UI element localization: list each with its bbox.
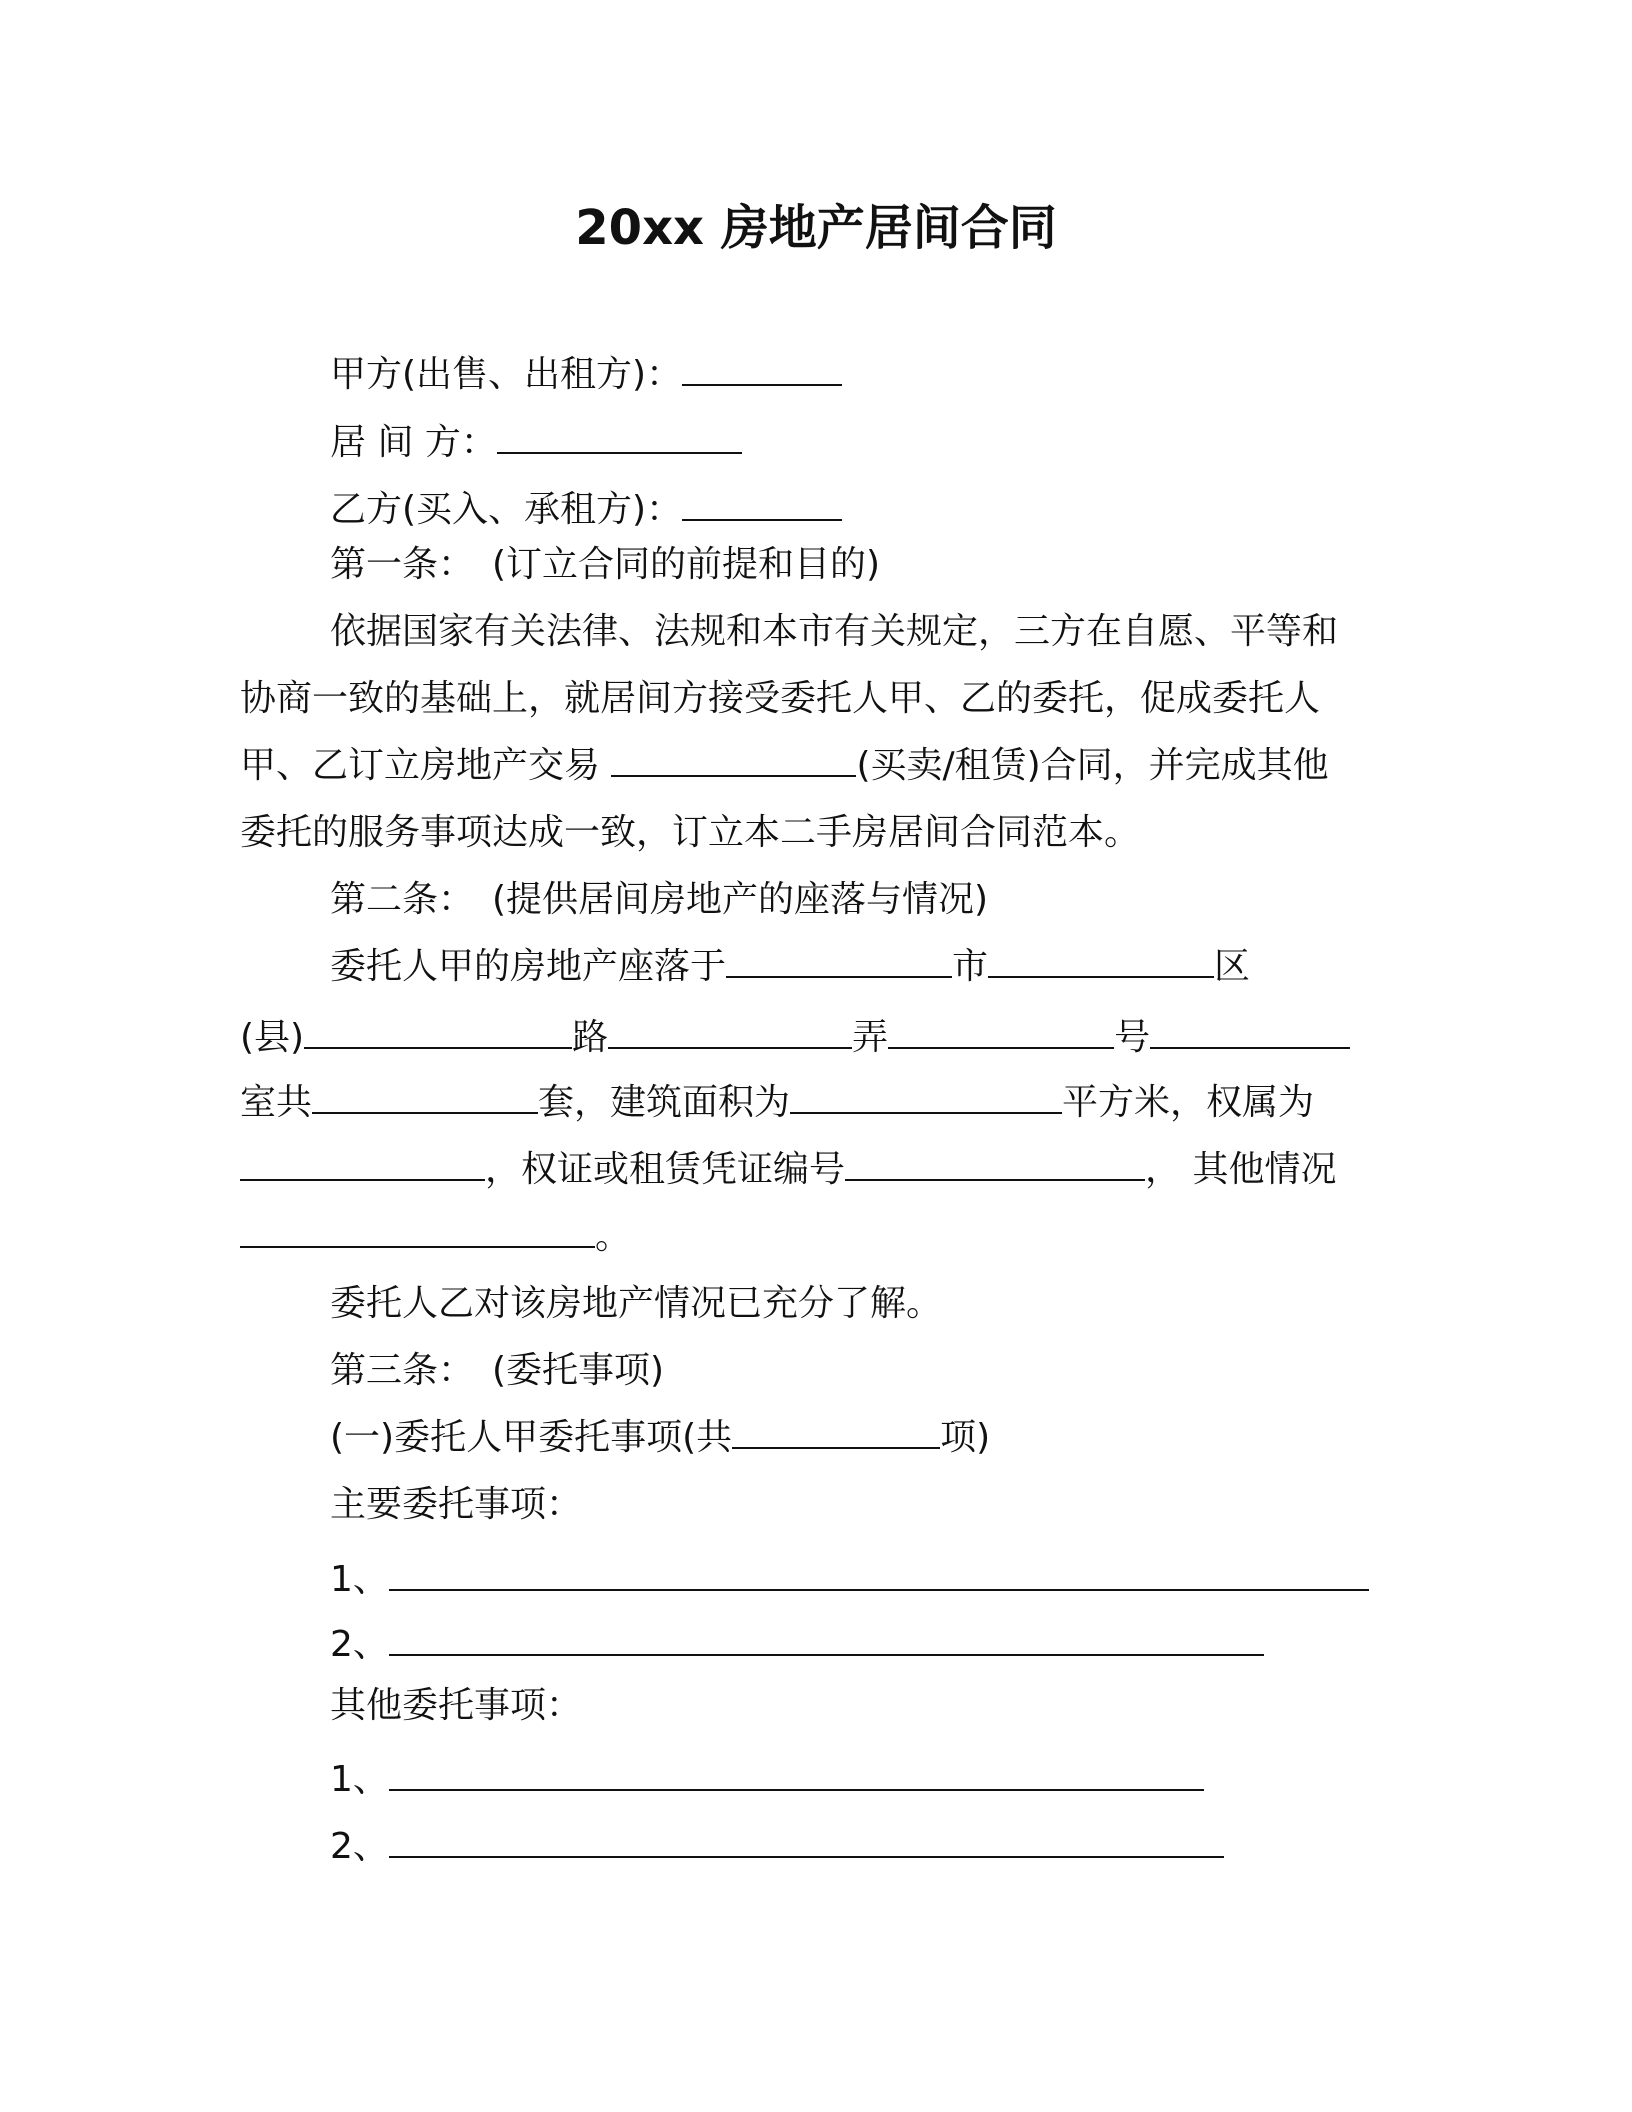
intermediary-line bbox=[330, 413, 742, 473]
other-commission-heading: 其他委托事项： bbox=[330, 1685, 583, 1726]
other-commission-item-2 bbox=[330, 1817, 1224, 1877]
party-b-acknowledgement: 委托人乙对该房地产情况已充分了解。 bbox=[330, 1283, 943, 1324]
article-1-paragraph-line-1: 依据国家有关法律、法规和本市有关规定，三方在自愿、平等和 bbox=[330, 611, 1339, 652]
property-location-line-1 bbox=[330, 937, 1250, 997]
room-blank[interactable] bbox=[1150, 1039, 1350, 1049]
other-item-2-number: 2、 bbox=[330, 1826, 389, 1867]
party-a-blank[interactable] bbox=[682, 376, 842, 386]
sentence-end-mark: 。 bbox=[595, 1216, 632, 1257]
road-label: 路 bbox=[572, 1017, 609, 1058]
room-total-label: 室共 bbox=[240, 1082, 313, 1123]
number-label: 号 bbox=[1114, 1017, 1151, 1058]
other-item-2-blank[interactable] bbox=[389, 1848, 1224, 1858]
property-area-line bbox=[240, 1073, 1314, 1133]
main-commission-item-1 bbox=[330, 1550, 1369, 1610]
main-commission-item-2 bbox=[330, 1615, 1264, 1675]
party-a-commission-line bbox=[330, 1408, 990, 1468]
article-2-heading: 第二条： (提供居间房地产的座落与情况) bbox=[330, 879, 989, 920]
area-blank[interactable] bbox=[790, 1104, 1062, 1114]
other-item-1-blank[interactable] bbox=[389, 1781, 1204, 1791]
article-3-heading: 第三条： (委托事项) bbox=[330, 1350, 665, 1391]
party-b-blank[interactable] bbox=[682, 511, 842, 521]
property-certificate-line bbox=[240, 1140, 1336, 1200]
article-1-paragraph-line-3 bbox=[240, 736, 1329, 796]
party-a-line bbox=[330, 345, 842, 405]
ownership-label: 平方米，权属为 bbox=[1062, 1082, 1315, 1123]
main-item-1-blank[interactable] bbox=[389, 1581, 1369, 1591]
commission-count-blank[interactable] bbox=[732, 1439, 940, 1449]
certificate-label: ，权证或租赁凭证编号 bbox=[485, 1149, 846, 1190]
article-1-paragraph-line-4: 委托的服务事项达成一致，订立本二手房居间合同范本。 bbox=[240, 812, 1141, 853]
location-label: 委托人甲的房地产座落于 bbox=[330, 946, 727, 987]
district-label: 区 bbox=[1214, 946, 1251, 987]
main-item-1-number: 1、 bbox=[330, 1559, 389, 1600]
units-blank[interactable] bbox=[312, 1104, 538, 1114]
district-blank[interactable] bbox=[988, 968, 1214, 978]
certificate-blank[interactable] bbox=[845, 1171, 1145, 1181]
property-location-line-2 bbox=[240, 1008, 1350, 1068]
city-label: 市 bbox=[952, 946, 989, 987]
article-1-heading: 第一条： (订立合同的前提和目的) bbox=[330, 544, 881, 585]
main-item-2-number: 2、 bbox=[330, 1624, 389, 1665]
other-situation-label: ， 其他情况 bbox=[1145, 1149, 1337, 1190]
intermediary-blank[interactable] bbox=[497, 444, 742, 454]
ownership-blank[interactable] bbox=[240, 1171, 485, 1181]
city-blank[interactable] bbox=[726, 968, 952, 978]
area-label: 套，建筑面积为 bbox=[538, 1082, 791, 1123]
transaction-type-label: 甲、乙订立房地产交易 bbox=[240, 745, 612, 786]
article-1-paragraph-line-2: 协商一致的基础上，就居间方接受委托人甲、乙的委托，促成委托人 bbox=[240, 678, 1321, 719]
party-a-label: 甲方(出售、出租方)： bbox=[330, 354, 683, 395]
county-label: (县) bbox=[240, 1017, 305, 1058]
lane-blank[interactable] bbox=[608, 1039, 852, 1049]
other-commission-item-1 bbox=[330, 1750, 1204, 1810]
transaction-type-blank[interactable] bbox=[611, 767, 856, 777]
main-item-2-blank[interactable] bbox=[389, 1646, 1264, 1656]
contract-type-text: (买卖/租赁)合同，并完成其他 bbox=[856, 745, 1329, 786]
commission-count-label: (一)委托人甲委托事项(共 bbox=[330, 1417, 733, 1458]
road-blank[interactable] bbox=[304, 1039, 572, 1049]
party-b-label: 乙方(买入、承租方)： bbox=[330, 489, 683, 530]
lane-label: 弄 bbox=[852, 1017, 889, 1058]
document-title: 20xx 房地产居间合同 bbox=[575, 200, 1057, 256]
commission-count-suffix: 项) bbox=[940, 1417, 991, 1458]
other-situation-line bbox=[240, 1207, 631, 1267]
number-blank[interactable] bbox=[888, 1039, 1114, 1049]
main-commission-heading: 主要委托事项： bbox=[330, 1484, 583, 1525]
intermediary-label: 居 间 方： bbox=[330, 422, 497, 463]
other-item-1-number: 1、 bbox=[330, 1759, 389, 1800]
party-b-line bbox=[330, 480, 842, 540]
other-situation-blank[interactable] bbox=[240, 1238, 595, 1248]
